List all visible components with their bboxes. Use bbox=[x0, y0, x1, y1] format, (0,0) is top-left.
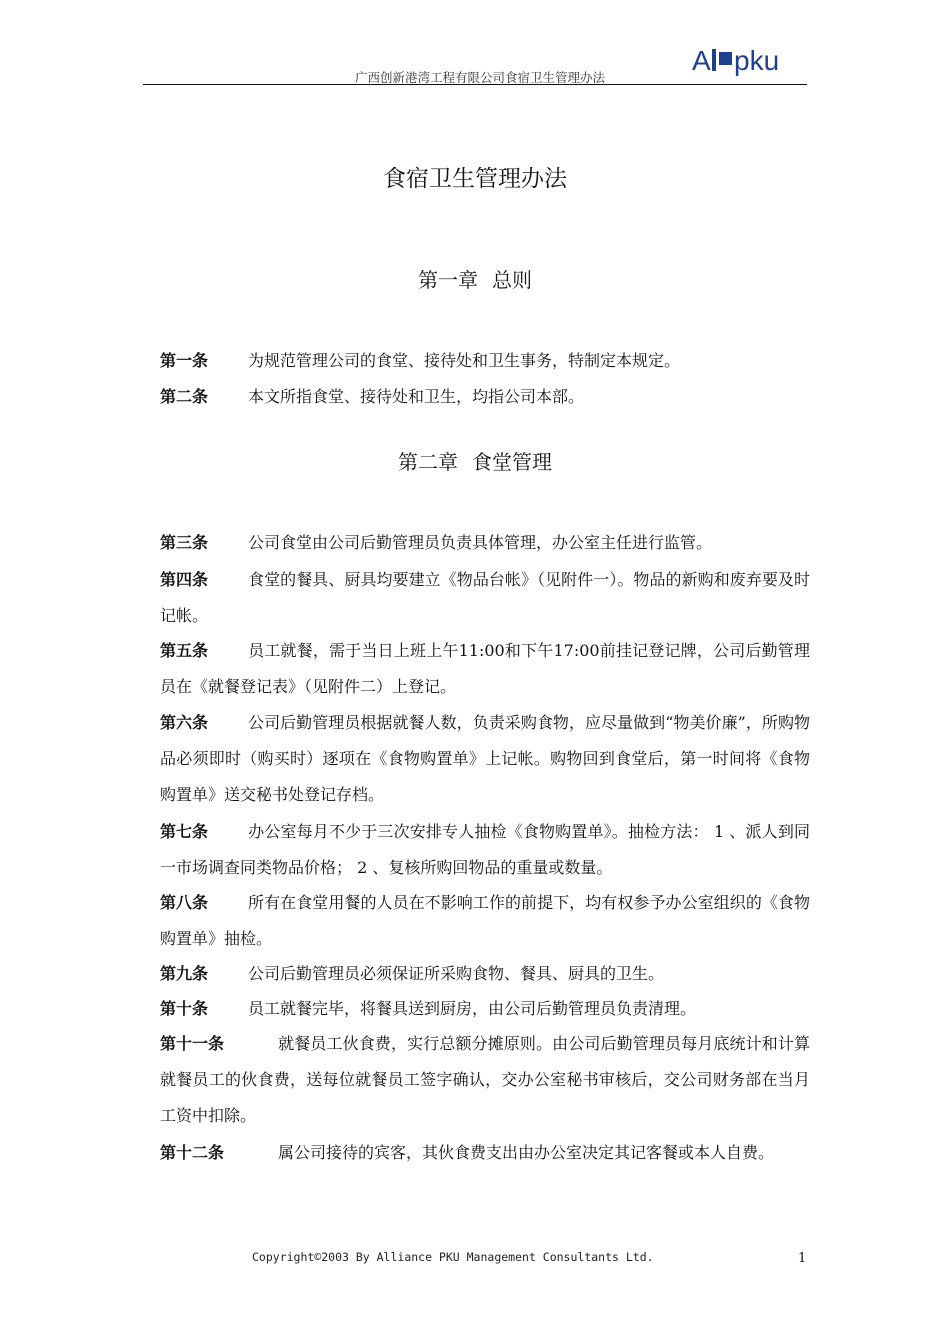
article-text: 公司食堂由公司后勤管理员负责具体管理，办公室主任进行监管。 bbox=[248, 533, 713, 552]
chapter-name: 食堂管理 bbox=[472, 450, 552, 474]
footer-copyright: Copyright©2003 By Alliance PKU Management Consultants Ltd. bbox=[252, 1250, 654, 1264]
article bbox=[160, 814, 810, 886]
article-label: 第六条 bbox=[160, 713, 209, 732]
article-label: 第一条 bbox=[160, 351, 209, 370]
chapter-number: 第二章 bbox=[398, 450, 458, 474]
chapter-name: 总则 bbox=[492, 268, 532, 292]
article bbox=[160, 633, 810, 705]
article-text: 所有在食堂用餐的人员在不影响工作的前提下，均有权参予办公室组织的《食物购置单》抽检。 bbox=[160, 893, 810, 948]
chapter-number: 第一章 bbox=[418, 268, 478, 292]
article-text: 办公室每月不少于三次安排专人抽检《食物购置单》。抽检方法： 1 、派人到同一市场调查同类物品价格； 2 、复核所购回物品的重量或数量。 bbox=[160, 822, 810, 877]
alpku-logo bbox=[690, 44, 810, 76]
svg-text:pku: pku bbox=[734, 45, 780, 76]
article-text: 属公司接待的宾客，其伙食费支出由办公室决定其记客餐或本人自费。 bbox=[278, 1143, 775, 1162]
article-label: 第四条 bbox=[160, 570, 209, 589]
article-label: 第三条 bbox=[160, 533, 209, 552]
article-text: 公司后勤管理员必须保证所采购食物、餐具、厨具的卫生。 bbox=[248, 964, 665, 983]
header-rule bbox=[143, 84, 807, 85]
article bbox=[160, 525, 810, 561]
article bbox=[160, 562, 810, 634]
article-text: 员工就餐，需于当日上班上午11:00和下午17:00前挂记登记牌，公司后勤管理员在《就餐登记表》（见附件二）上登记。 bbox=[160, 641, 810, 696]
article bbox=[160, 1135, 810, 1171]
article-text: 本文所指食堂、接待处和卫生，均指公司本部。 bbox=[248, 387, 585, 406]
article bbox=[160, 343, 810, 379]
article-label: 第十条 bbox=[160, 999, 209, 1018]
chapter-heading bbox=[0, 264, 950, 293]
article bbox=[160, 1026, 810, 1134]
article-label: 第九条 bbox=[160, 964, 209, 983]
article bbox=[160, 885, 810, 957]
article-label: 第十一条 bbox=[160, 1034, 225, 1053]
page-number: 1 bbox=[798, 1251, 807, 1266]
document-title: 食宿卫生管理办法 bbox=[383, 166, 567, 192]
article-text: 为规范管理公司的食堂、接待处和卫生事务，特制定本规定。 bbox=[248, 351, 681, 370]
article-text: 员工就餐完毕，将餐具送到厨房，由公司后勤管理员负责清理。 bbox=[248, 999, 697, 1018]
article bbox=[160, 991, 810, 1027]
svg-text:A: A bbox=[692, 45, 711, 76]
article-text: 公司后勤管理员根据就餐人数，负责采购食物，应尽量做到“物美价廉”，所购物品必须即时（购买时）逐项在《食物购置单》上记帐。购物回到食堂后，第一时间将《食物购置单》送交秘书处登记存档。 bbox=[160, 713, 810, 804]
article-text: 食堂的餐具、厨具均要建立《物品台帐》（见附件一）。物品的新购和废弃要及时记帐。 bbox=[160, 570, 810, 625]
article bbox=[160, 379, 810, 415]
article bbox=[160, 705, 810, 813]
article bbox=[160, 956, 810, 992]
chapter-heading bbox=[0, 446, 950, 475]
article-text: 就餐员工伙食费，实行总额分摊原则。由公司后勤管理员每月底统计和计算就餐员工的伙食费，送每位就餐员工签字确认，交办公室秘书审核后，交公司财务部在当月工资中扣除。 bbox=[160, 1034, 810, 1125]
article-label: 第二条 bbox=[160, 387, 209, 406]
article-label: 第十二条 bbox=[160, 1143, 225, 1162]
article-label: 第七条 bbox=[160, 822, 209, 841]
article-label: 第五条 bbox=[160, 641, 209, 660]
article-label: 第八条 bbox=[160, 893, 209, 912]
running-header: 广西创新港湾工程有限公司食宿卫生管理办法 bbox=[354, 70, 605, 85]
